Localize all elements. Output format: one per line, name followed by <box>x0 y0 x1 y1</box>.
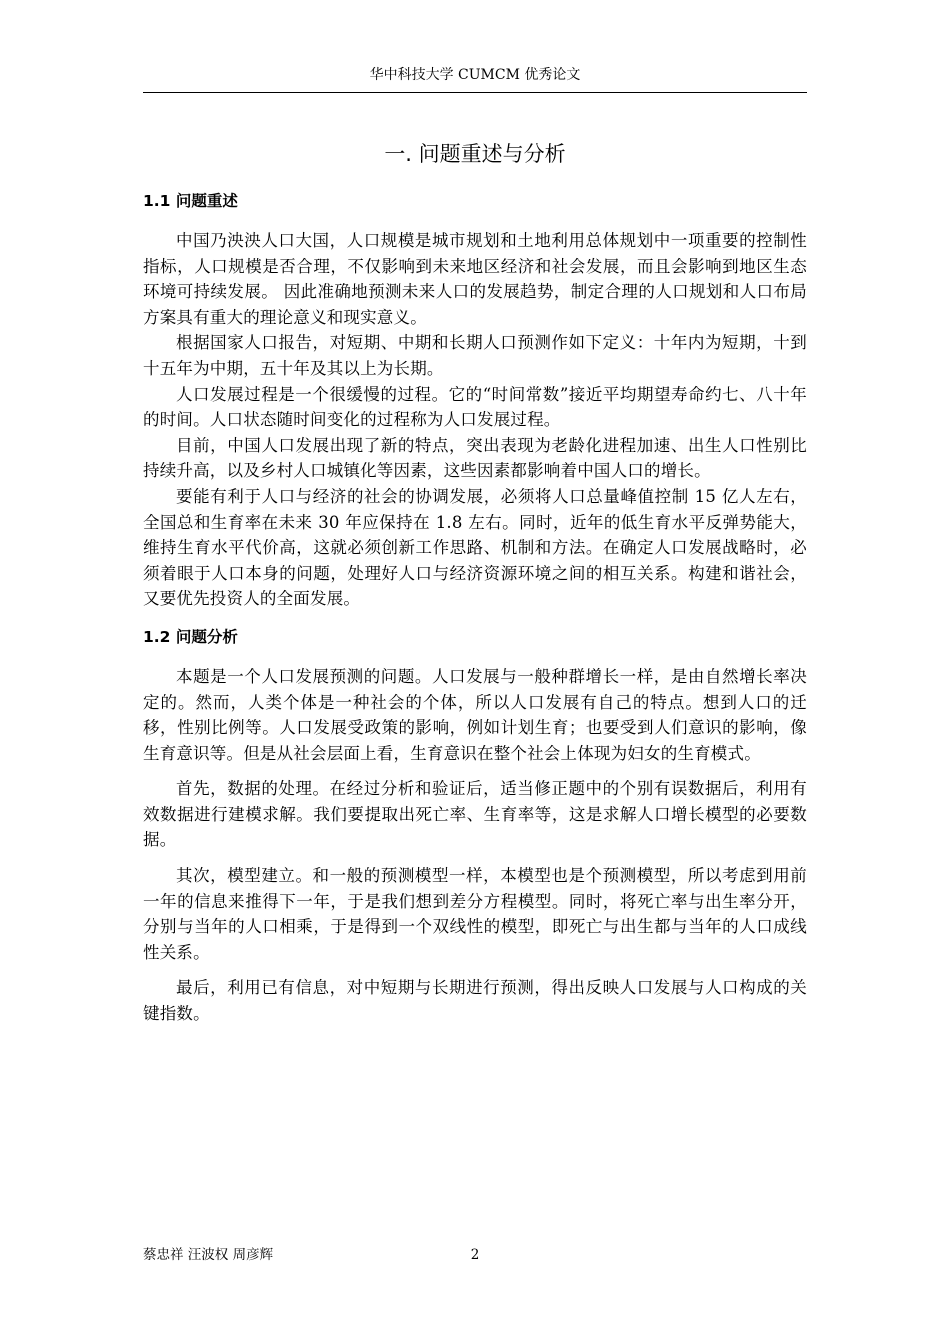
body-content <box>143 190 807 1037</box>
paragraph: 根据国家人口报告，对短期、中期和长期人口预测作如下定义：十年内为短期，十到十五年为中期，五十年及其以上为长期。 <box>143 333 807 378</box>
paragraph: 人口发展过程是一个很缓慢的过程。它的“时间常数”接近平均期望寿命约七、八十年的时间。人口状态随时间变化的过程称为人口发展过程。 <box>143 384 807 430</box>
paragraph: 本题是一个人口发展预测的问题。人口发展与一般种群增长一样，是由自然增长率决定的。然而，人类个体是一种社会的个体，所以人口发展有自己的特点。想到人口的迁移，性别比例等。人口发展受政策的影响，例如计划生育；也要受到人们意识的影响，像生育意识等。但是从社会层面上看，生育意识在整个社会上体现为妇女的生育模式。 <box>143 666 807 763</box>
paragraph: 其次，模型建立。和一般的预测模型一样，本模型也是个预测模型，所以考虑到用前一年的信息来推得下一年，于是我们想到差分方程模型。同时，将死亡率与出生率分开，分别与当年的人口相乘，于是得到一个双线性的模型，即死亡与出生都与当年的人口成线性关系。 <box>143 866 807 962</box>
subsection-heading-analysis: 1.2 问题分析 <box>143 627 238 646</box>
paragraph: 最后，利用已有信息，对中短期与长期进行预测，得出反映人口发展与人口构成的关键指数。 <box>143 978 807 1024</box>
subsection-heading-restatement: 1.1 问题重述 <box>143 192 238 210</box>
section-title: 一. 问题重述与分析 <box>384 142 566 166</box>
paragraph: 要能有利于人口与经济的社会的协调发展，必须将人口总量峰值控制 15 亿人左右，全国总和生育率在未来 30 年应保持在 1.8 左右。同时，近年的低生育水平反弹势能大，维持生育水平代价高，这就必须创新工作思路、机制和方法。在确定人口发展战略时，必须着眼于人口本身的问题，处理好人口与经济资源环境之间的相互关系。构建和谐社会，又要优先投资人的全面发展。 <box>143 486 807 609</box>
page-number: 2 <box>470 1247 480 1263</box>
paragraph: 中国乃泱泱人口大国，人口规模是城市规划和土地利用总体规划中一项重要的控制性指标，人口规模是否合理，不仅影响到未来地区经济和社会发展，而且会影响到地区生态环境可持续发展。 因此准确地预测未来人口的发展趋势，制定合理的人口规划和人口布局方案具有重大的理论意义和现实意义。 <box>143 231 807 327</box>
paragraph: 目前，中国人口发展出现了新的特点，突出表现为老龄化进程加速、出生人口性别比持续升高，以及乡村人口城镇化等因素，这些因素都影响着中国人口的增长。 <box>143 435 807 481</box>
paragraph: 首先，数据的处理。在经过分析和验证后，适当修正题中的个别有误数据后，利用有效数据进行建模求解。我们要提取出死亡率、生育率等，这是求解人口增长模型的必要数据。 <box>143 779 807 850</box>
header-rule <box>143 92 807 93</box>
footer-authors: 蔡忠祥 汪波权 周彦辉 <box>143 1247 274 1263</box>
running-header: 华中科技大学 CUMCM 优秀论文 <box>369 67 581 83</box>
